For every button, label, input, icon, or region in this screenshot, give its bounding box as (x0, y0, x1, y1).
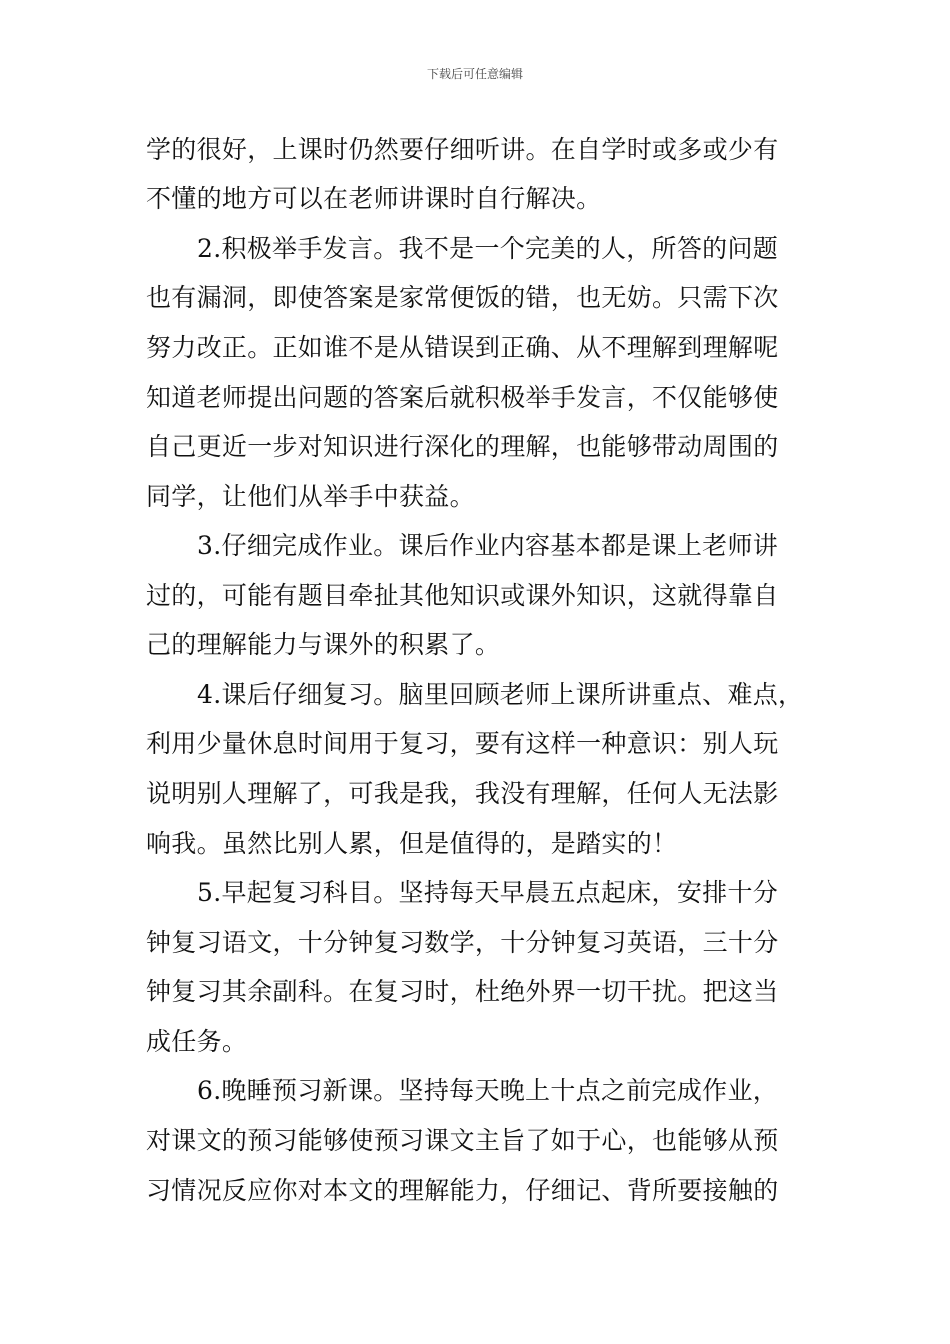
text-line: 成任务。 (146, 1027, 248, 1056)
text-line: 响我。虽然比别人累，但是值得的，是踏实的！ (146, 829, 678, 858)
text-line: 学的很好，上课时仍然要仔细听讲。在自学时或多或少有 (146, 135, 779, 164)
text-line: 自己更近一步对知识进行深化的理解，也能够带动周围的 (146, 432, 779, 461)
list-item-6-line: 6.晚睡预习新课。坚持每天晚上十点之前完成作业， (197, 1076, 779, 1105)
text-line: 努力改正。正如谁不是从错误到正确、从不理解到理解呢 (146, 333, 779, 362)
text-line: 利用少量休息时间用于复习，要有这样一种意识：别人玩 (146, 729, 779, 758)
page-header: 下载后可任意编辑 (426, 67, 523, 81)
list-item-2-line: 2.积极举手发言。我不是一个完美的人，所答的问题 (197, 234, 779, 263)
text-line: 对课文的预习能够使预习课文主旨了如于心，也能够从预 (146, 1126, 779, 1155)
text-line: 过的，可能有题目牵扯其他知识或课外知识，这就得靠自 (146, 581, 779, 610)
text-line: 习情况反应你对本文的理解能力，仔细记、背所要接触的 (146, 1176, 779, 1205)
text-line: 钟复习其余副科。在复习时，杜绝外界一切干扰。把这当 (146, 977, 779, 1006)
text-line: 说明别人理解了，可我是我，我没有理解，任何人无法影 (146, 779, 779, 808)
list-item-4-line: 4.课后仔细复习。脑里回顾老师上课所讲重点、难点， (197, 680, 804, 709)
text-line: 知道老师提出问题的答案后就积极举手发言，不仅能够使 (146, 383, 779, 412)
text-line: 也有漏洞，即使答案是家常便饭的错，也无妨。只需下次 (146, 283, 779, 312)
text-line: 同学，让他们从举手中获益。 (146, 482, 475, 511)
text-line: 己的理解能力与课外的积累了。 (146, 630, 501, 659)
list-item-3-line: 3.仔细完成作业。课后作业内容基本都是课上老师讲 (197, 531, 779, 560)
text-line: 钟复习语文，十分钟复习数学，十分钟复习英语，三十分 (146, 928, 779, 957)
text-line: 不懂的地方可以在老师讲课时自行解决。 (146, 184, 602, 213)
list-item-5-line: 5.早起复习科目。坚持每天早晨五点起床，安排十分 (197, 878, 779, 907)
